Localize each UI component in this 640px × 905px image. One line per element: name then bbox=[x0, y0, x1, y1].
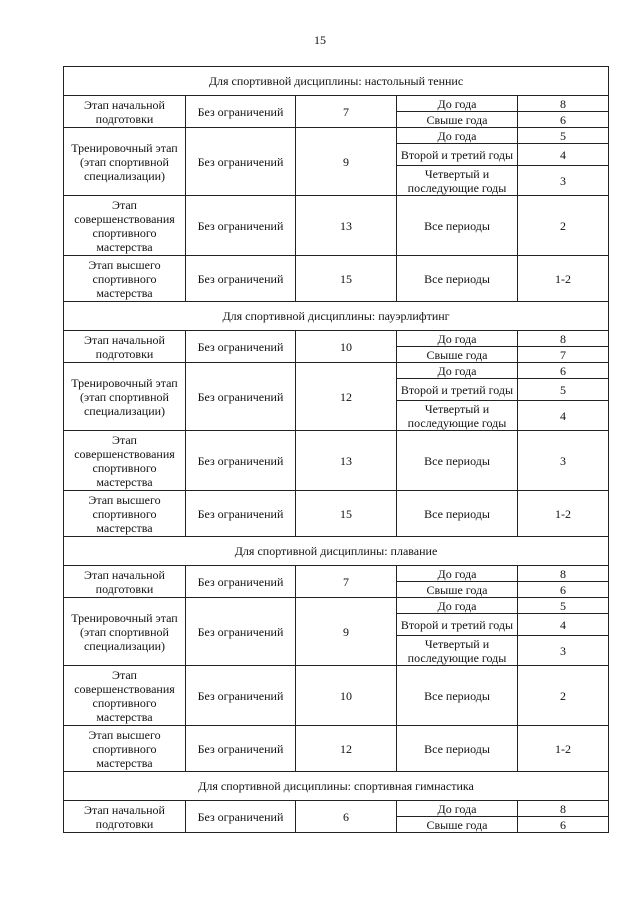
count-cell: 8 bbox=[518, 331, 609, 347]
period-cell: Свыше года bbox=[397, 112, 518, 128]
age-limit-cell: Без ограничений bbox=[186, 566, 296, 598]
stage-name-cell: Этап высшего спортивного мастерства bbox=[64, 491, 186, 537]
period-cell: Все периоды bbox=[397, 666, 518, 726]
count-cell: 2 bbox=[518, 666, 609, 726]
count-cell: 6 bbox=[518, 817, 609, 833]
min-age-cell: 9 bbox=[296, 598, 397, 666]
count-cell: 8 bbox=[518, 566, 609, 582]
table-row bbox=[64, 331, 609, 347]
section-title: Для спортивной дисциплины: спортивная гимнастика bbox=[64, 772, 609, 801]
min-age-cell: 6 bbox=[296, 801, 397, 833]
stage-name-cell: Тренировочный этап (этап спортивной специализации) bbox=[64, 363, 186, 431]
period-cell: До года bbox=[397, 598, 518, 614]
period-cell: Свыше года bbox=[397, 347, 518, 363]
count-cell: 5 bbox=[518, 379, 609, 401]
age-limit-cell: Без ограничений bbox=[186, 598, 296, 666]
count-cell: 4 bbox=[518, 144, 609, 166]
min-age-cell: 15 bbox=[296, 256, 397, 302]
period-cell: Второй и третий годы bbox=[397, 379, 518, 401]
stage-name-cell: Этап начальной подготовки bbox=[64, 96, 186, 128]
min-age-cell: 12 bbox=[296, 726, 397, 772]
stage-name-cell: Этап высшего спортивного мастерства bbox=[64, 256, 186, 302]
age-limit-cell: Без ограничений bbox=[186, 431, 296, 491]
count-cell: 8 bbox=[518, 801, 609, 817]
count-cell: 1-2 bbox=[518, 726, 609, 772]
section-header-row bbox=[64, 537, 609, 566]
table-row bbox=[64, 726, 609, 772]
min-age-cell: 7 bbox=[296, 566, 397, 598]
sports-stages-table bbox=[63, 66, 609, 833]
period-cell: Четвертый и последующие годы bbox=[397, 636, 518, 666]
section-header-row bbox=[64, 67, 609, 96]
min-age-cell: 13 bbox=[296, 196, 397, 256]
min-age-cell: 13 bbox=[296, 431, 397, 491]
count-cell: 3 bbox=[518, 431, 609, 491]
stage-name-cell: Этап начальной подготовки bbox=[64, 331, 186, 363]
age-limit-cell: Без ограничений bbox=[186, 128, 296, 196]
count-cell: 1-2 bbox=[518, 256, 609, 302]
period-cell: Все периоды bbox=[397, 726, 518, 772]
min-age-cell: 9 bbox=[296, 128, 397, 196]
stage-name-cell: Этап совершенствования спортивного мастерства bbox=[64, 666, 186, 726]
period-cell: Второй и третий годы bbox=[397, 144, 518, 166]
count-cell: 7 bbox=[518, 347, 609, 363]
period-cell: До года bbox=[397, 96, 518, 112]
count-cell: 5 bbox=[518, 598, 609, 614]
period-cell: Четвертый и последующие годы bbox=[397, 166, 518, 196]
stage-name-cell: Тренировочный этап (этап спортивной специализации) bbox=[64, 128, 186, 196]
count-cell: 1-2 bbox=[518, 491, 609, 537]
page-number: 15 bbox=[314, 33, 326, 47]
count-cell: 8 bbox=[518, 96, 609, 112]
stage-name-cell: Этап высшего спортивного мастерства bbox=[64, 726, 186, 772]
period-cell: До года bbox=[397, 128, 518, 144]
stage-name-cell: Тренировочный этап (этап спортивной специализации) bbox=[64, 598, 186, 666]
stage-name-cell: Этап совершенствования спортивного мастерства bbox=[64, 431, 186, 491]
age-limit-cell: Без ограничений bbox=[186, 96, 296, 128]
period-cell: До года bbox=[397, 363, 518, 379]
stage-name-cell: Этап начальной подготовки bbox=[64, 801, 186, 833]
table-row bbox=[64, 363, 609, 379]
age-limit-cell: Без ограничений bbox=[186, 666, 296, 726]
table-row bbox=[64, 598, 609, 614]
period-cell: Свыше года bbox=[397, 582, 518, 598]
count-cell: 6 bbox=[518, 582, 609, 598]
count-cell: 3 bbox=[518, 166, 609, 196]
period-cell: Все периоды bbox=[397, 256, 518, 302]
count-cell: 4 bbox=[518, 401, 609, 431]
stage-name-cell: Этап начальной подготовки bbox=[64, 566, 186, 598]
age-limit-cell: Без ограничений bbox=[186, 331, 296, 363]
table-row bbox=[64, 491, 609, 537]
age-limit-cell: Без ограничений bbox=[186, 491, 296, 537]
count-cell: 4 bbox=[518, 614, 609, 636]
age-limit-cell: Без ограничений bbox=[186, 363, 296, 431]
age-limit-cell: Без ограничений bbox=[186, 196, 296, 256]
min-age-cell: 10 bbox=[296, 666, 397, 726]
period-cell: Второй и третий годы bbox=[397, 614, 518, 636]
count-cell: 6 bbox=[518, 112, 609, 128]
section-title: Для спортивной дисциплины: плавание bbox=[64, 537, 609, 566]
section-header-row bbox=[64, 302, 609, 331]
section-title: Для спортивной дисциплины: настольный теннис bbox=[64, 67, 609, 96]
age-limit-cell: Без ограничений bbox=[186, 801, 296, 833]
min-age-cell: 7 bbox=[296, 96, 397, 128]
period-cell: Все периоды bbox=[397, 491, 518, 537]
count-cell: 2 bbox=[518, 196, 609, 256]
period-cell: До года bbox=[397, 801, 518, 817]
section-title: Для спортивной дисциплины: пауэрлифтинг bbox=[64, 302, 609, 331]
age-limit-cell: Без ограничений bbox=[186, 726, 296, 772]
period-cell: До года bbox=[397, 331, 518, 347]
period-cell: Свыше года bbox=[397, 817, 518, 833]
min-age-cell: 12 bbox=[296, 363, 397, 431]
table-row bbox=[64, 431, 609, 491]
table-row bbox=[64, 128, 609, 144]
section-header-row bbox=[64, 772, 609, 801]
table-row bbox=[64, 801, 609, 817]
period-cell: Все периоды bbox=[397, 196, 518, 256]
stage-name-cell: Этап совершенствования спортивного мастерства bbox=[64, 196, 186, 256]
table-row bbox=[64, 96, 609, 112]
period-cell: Четвертый и последующие годы bbox=[397, 401, 518, 431]
age-limit-cell: Без ограничений bbox=[186, 256, 296, 302]
period-cell: До года bbox=[397, 566, 518, 582]
count-cell: 3 bbox=[518, 636, 609, 666]
min-age-cell: 10 bbox=[296, 331, 397, 363]
min-age-cell: 15 bbox=[296, 491, 397, 537]
count-cell: 5 bbox=[518, 128, 609, 144]
table-row bbox=[64, 566, 609, 582]
table-row bbox=[64, 196, 609, 256]
period-cell: Все периоды bbox=[397, 431, 518, 491]
count-cell: 6 bbox=[518, 363, 609, 379]
table-row bbox=[64, 256, 609, 302]
table-row bbox=[64, 666, 609, 726]
